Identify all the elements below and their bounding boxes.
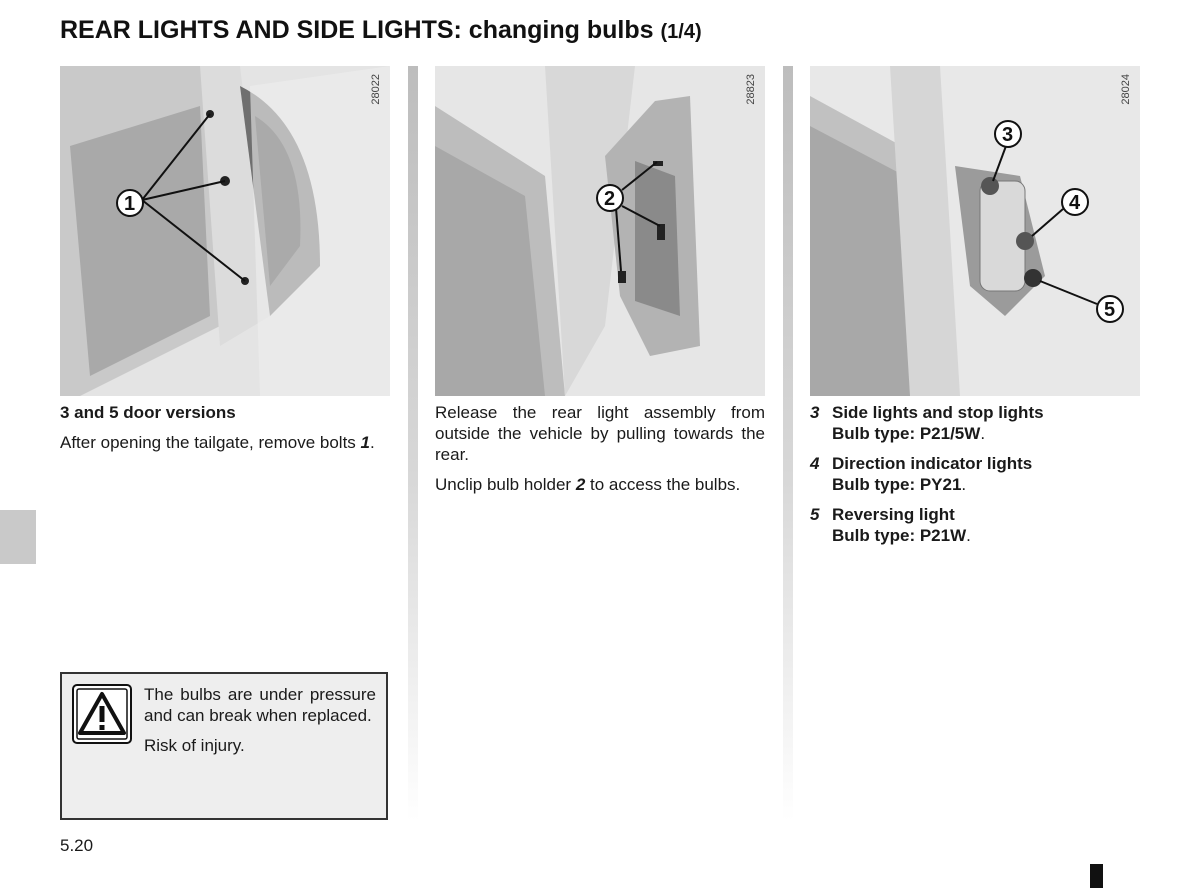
warning-triangle-icon (72, 684, 132, 749)
callout-label: 2 (604, 188, 616, 210)
warning-box (60, 672, 388, 820)
title-part: (1/4) (660, 21, 702, 43)
bolt-ref: 1 (360, 433, 370, 452)
figure-ref-number: 28024 (1120, 74, 1132, 105)
bulb-list-item: 4 Direction indicator lights Bulb type: PY21. (810, 454, 1033, 494)
callout-label: 5 (1104, 299, 1116, 321)
column-2-text (435, 402, 765, 504)
page-number: 5.20 (60, 836, 94, 855)
instruction-paragraph: After opening the tailgate, remove bolts 1. (60, 433, 375, 452)
warning-paragraph: Risk of injury. (144, 736, 245, 755)
column-1-text (60, 402, 390, 462)
column-divider (408, 66, 418, 821)
column-3-text (810, 402, 1150, 555)
bulb-list-item: 3 Side lights and stop lights Bulb type: P21/5W. (810, 403, 1044, 443)
instruction-paragraph: Release the rear light assembly from outside the vehicle by pulling towards the rear. (435, 403, 765, 464)
callout-label: 3 (1002, 124, 1014, 146)
figure-tailgate-bolts (60, 66, 390, 396)
holder-ref: 2 (575, 475, 586, 494)
figure-ref-number: 28823 (745, 74, 757, 105)
chapter-tab (0, 510, 36, 564)
warning-paragraph: The bulbs are under pressure and can break when replaced. (144, 685, 376, 725)
bulb-list-item: 5 Reversing light Bulb type: P21W. (810, 505, 971, 545)
page-corner-mark (1090, 864, 1103, 888)
figure-rear-light-assembly (435, 66, 765, 396)
figure-ref-number: 28022 (370, 74, 382, 105)
page-title: REAR LIGHTS AND SIDE LIGHTS: changing bulbs (1/4) (60, 16, 702, 44)
column-divider (783, 66, 793, 821)
callout-label: 1 (124, 193, 136, 215)
section-heading: 3 and 5 door versions (60, 403, 236, 422)
callout-label: 4 (1069, 192, 1081, 214)
warning-text (144, 684, 376, 765)
instruction-paragraph: Unclip bulb holder 2 to access the bulbs. (435, 475, 741, 494)
figure-bulb-holder (810, 66, 1140, 396)
